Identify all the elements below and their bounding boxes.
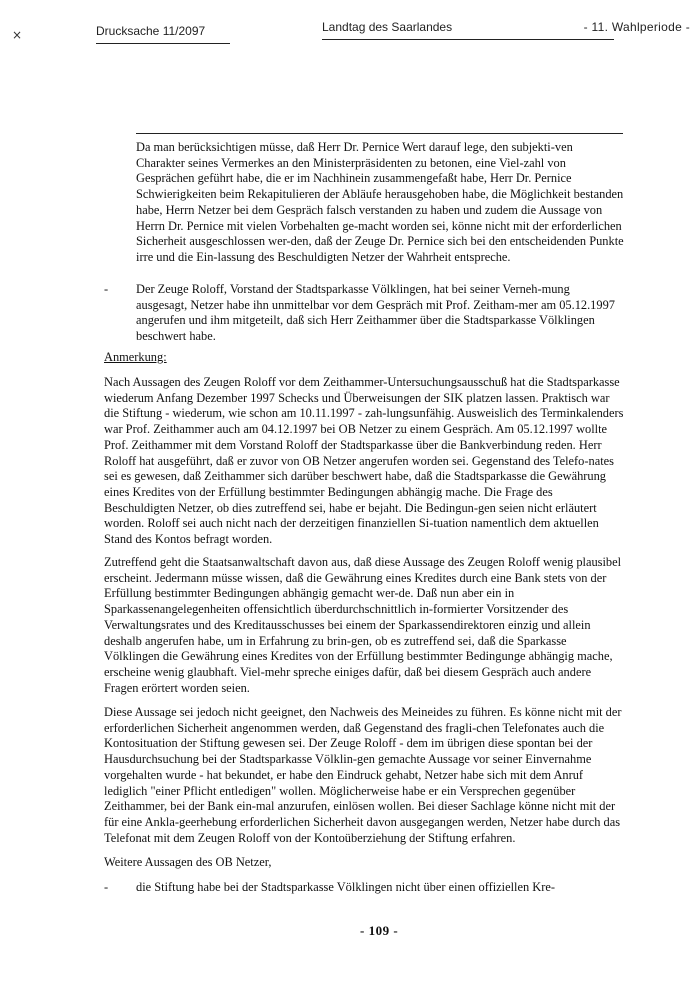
header-legislative-period: - 11. Wahlperiode - <box>583 20 690 34</box>
page-number: - 109 - <box>360 923 399 938</box>
paragraph-further-statements: Weitere Aussagen des OB Netzer, <box>104 855 272 869</box>
header-document-number: Drucksache 11/2097 <box>96 24 206 38</box>
section-divider <box>136 133 623 134</box>
bullet-dash: - <box>104 880 109 894</box>
corner-mark: × <box>12 28 23 42</box>
paragraph-roloff-testimony: Der Zeuge Roloff, Vorstand der Stadtsparkasse Völklingen, hat bei seiner Verneh-mung ausgesagt, Netzer habe ihn unmittelbar vor dem Gespräch mit Prof. Zeitham-mer am 05.12.1997 angerufen und ihm mitgeteilt, daß sich Herr Zeithammer über die Stadtsparkasse Völklingen beschwert habe. <box>136 282 615 344</box>
paragraph-pernice-assessment: Da man berücksichtigen müsse, daß Herr Dr. Pernice Wert darauf lege, den subjekti-ven Charakter seines Vermerkes an den Ministerpräsidenten zu betonen, eine Viel-zahl von Gesprächen geführt habe, die er im Nachhinein zusammengefaßt habe, Herr Dr. Pernice Schwierigkeiten beim Rekapitulieren der Abläufe herausgehoben habe, die Möglichkeit bestanden habe, Herrn Netzer bei dem Gespräch falsch verstanden zu haben und zudem die Aussage von Herrn Dr. Pernice mit vielen Vorbehalten ge-macht worden sei, könne nicht mit der erforderlichen Sicherheit ausgeschlossen wer-den, daß der Zeuge Dr. Pernice sich bei den entscheidenden Punkte irre und die Ein-lassung des Beschuldigten Netzer der Wahrheit entspreche. <box>136 140 624 264</box>
bullet-dash: - <box>104 282 109 296</box>
paragraph-perjury-evidence: Diese Aussage sei jedoch nicht geeignet, den Nachweis des Meineides zu führen. Es könne nicht mit der erforderlichen Sicherheit angenommen werden, daß Gegenstand des fragli-chen Telefonates auch die Kontosituation der Stiftung gewesen sei. Der Zeuge Roloff - dem im übrigen diese spontan bei der Hausdurchsuchung bei der Stadtsparkasse Völklin-gen gemachte Aussage vor seiner Einvernahme vorgehalten wurde - hat bekundet, er habe den Eindruck gehabt, Netzer habe sich mit dem Anruf lediglich "einer Pflicht entledigen" wollen. Möglicherweise habe er ein Versprechen gegenüber Zeithammer, bei der Bank ein-mal anzurufen, einlösen wollen. Bei dieser Sachlage könne nicht mit der für eine Ankla-geerhebung erforderlichen Sicherheit davon ausgegangen werden, Netzer habe durch das Telefonat mit dem Zeugen Roloff von der Kontoüberziehung der Stiftung erfahren. <box>104 705 622 845</box>
header-underline-left <box>96 43 230 44</box>
paragraph-foundation-credit: die Stiftung habe bei der Stadtsparkasse Völklingen nicht über einen offiziellen Kre- <box>136 880 555 894</box>
paragraph-roloff-statement: Nach Aussagen des Zeugen Roloff vor dem Zeithammer-Untersuchungsausschuß hat die Stadtsparkasse wiederum Anfang Dezember 1997 Schecks und Überweisungen der SIK platzen lassen. Praktisch war die Stiftung - wiederum, wie schon am 10.11.1997 - zah-lungsunfähig. Ausweislich des Terminkalenders war Prof. Zeithammer auch am 04.12.1997 bei OB Netzer zu einem Gespräch. Am 05.12.1997 wollte Prof. Zeithammer mit dem Vorstand Roloff der Stadtsparkasse über die Bankverbindung reden. Herr Roloff hat ausgeführt, daß er zuvor von OB Netzer angerufen worden sei. Gegenstand des Telefo-nates sei es gewesen, daß Zeithammer sich darüber beschwert habe, daß die Stadtsparkasse die Gewährung eines Kredites von der Erfüllung bestimmter Bedingungen abhängig mache. Die Frage des Beschuldigten Netzer, ob dies zutreffend sei, habe er bejaht. Die Bedingun-gen seien nicht erläutert worden. Roloff sei auch nicht nach der derzeitigen finanziellen Si-tuation namentlich dem aktuellen Stand des Kontos befragt worden. <box>104 375 624 547</box>
paragraph-prosecution-assessment: Zutreffend geht die Staatsanwaltschaft davon aus, daß diese Aussage des Zeugen Roloff wenig plausibel erscheint. Jedermann müsse wissen, daß die Gewährung eines Kredites durch eine Bank stets von der Erfüllung bestimmter Bedingungen abhängig gemacht wer-de. Daß nun aber ein in Sparkassenangelegenheiten offensichtlich überdurchschnittlich in-formierter Vorsitzender des Verwaltungsrates und des Kreditausschusses bei einem der Sparkassendirektoren einzig und allein deshalb angerufen habe, um in Erfahrung zu brin-gen, ob es zutreffend sei, daß die Sparkasse Völklingen die Gewährung eines Kredites von der Erfüllung bestimmter Bedingunge abhängig mache, erscheine wenig glaubhaft. Viel-mehr spreche einiges dafür, daß bei diesem Gespräch auch andere Fragen erörtert worden seien. <box>104 555 622 695</box>
section-heading-anmerkung: Anmerkung: <box>104 350 167 364</box>
header-parliament: Landtag des Saarlandes <box>322 20 453 34</box>
header-underline-right <box>322 39 614 40</box>
